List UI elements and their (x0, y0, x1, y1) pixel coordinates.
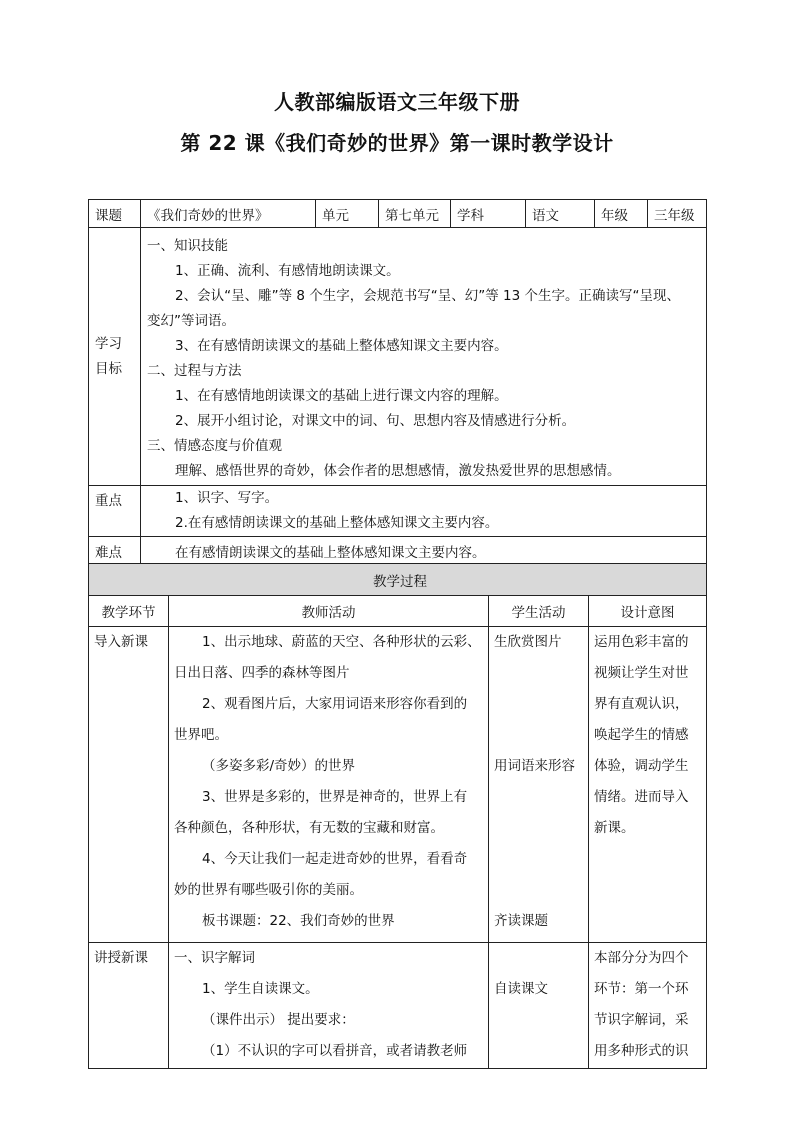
key-points-row (89, 486, 707, 537)
intro-row (89, 627, 707, 943)
teacher-line: 板书课题：22、我们奇妙的世界 (202, 913, 395, 929)
info-row (89, 200, 707, 228)
intent-line: 节识字解词，采 (594, 1012, 689, 1028)
teacher-line: （多姿多彩/奇妙）的世界 (202, 758, 356, 774)
student-line (494, 658, 588, 689)
intent-line: 界有直观认识， (594, 696, 689, 712)
objectives-label-1: 学习 (95, 335, 122, 352)
teacher-line: 3、世界是多彩的，世界是神奇的，世界上有 (202, 789, 468, 805)
process-band-title: 教学过程 (89, 564, 707, 596)
teach-teacher (169, 943, 489, 1069)
intent-line: 用多种形式的识 (594, 1043, 689, 1059)
intent-line: 运用色彩丰富的 (594, 634, 689, 650)
teacher-line: 1、学生自读课文。 (202, 981, 319, 997)
objective-line: 1、在有感情地朗读课文的基础上进行课文内容的理解。 (175, 387, 508, 404)
teacher-line: 世界吧。 (174, 727, 228, 743)
student-line: 自读课文 (494, 981, 548, 997)
difficulty-row (89, 537, 707, 565)
student-line: 用词语来形容 (494, 758, 575, 774)
teacher-line: 各种颜色，各种形状，有无数的宝藏和财富。 (174, 820, 444, 836)
objectives-content (141, 228, 707, 486)
student-line (494, 782, 588, 813)
key-point-line: 1、识字、写字。 (175, 490, 279, 506)
header-teacher: 教师活动 (169, 596, 489, 627)
student-line: 齐读课题 (494, 913, 548, 929)
objective-line: 1、正确、流利、有感情地朗读课文。 (175, 262, 400, 279)
intent-line: 唤起学生的情感 (594, 727, 689, 743)
document-subtitle: 第 22 课《我们奇妙的世界》第一课时教学设计 (180, 131, 614, 155)
teach-student (489, 943, 589, 1069)
difficulty-content (141, 537, 707, 565)
subject-label: 学科 (451, 200, 526, 228)
intent-line: 本部分分为四个 (594, 950, 689, 966)
intent-line: 视频让学生对世 (594, 665, 689, 681)
student-line (494, 1036, 588, 1067)
lesson-info-table (88, 199, 707, 565)
header-student: 学生活动 (489, 596, 589, 627)
objectives-row (89, 228, 707, 486)
difficulty-label: 难点 (89, 537, 141, 565)
process-band-row (89, 564, 707, 596)
teacher-line: 4、今天让我们一起走进奇妙的世界，看看奇 (202, 851, 468, 867)
teacher-line: 一、识字解词 (174, 950, 255, 966)
key-points-content (141, 486, 707, 537)
teacher-line: 妙的世界有哪些吸引你的美丽。 (174, 882, 363, 898)
student-line (494, 844, 588, 875)
student-line (494, 875, 588, 906)
unit-value: 第七单元 (379, 200, 451, 228)
objective-line: 3、在有感情朗读课文的基础上整体感知课文主要内容。 (175, 337, 508, 354)
student-line (494, 943, 588, 974)
student-line (494, 689, 588, 720)
objectives-label (89, 228, 141, 486)
intent-line: 新课。 (594, 820, 635, 836)
intro-student (489, 627, 589, 943)
teaching-process-table (88, 563, 707, 1069)
intro-stage-label: 导入新课 (94, 634, 148, 650)
key-point-line: 2.在有感情朗读课文的基础上整体感知课文主要内容。 (175, 515, 499, 531)
objective-line: 三、情感态度与价值观 (147, 437, 282, 454)
objective-line: 2、会认“呈、雕”等 8 个生字，会规范书写“呈、幻”等 13 个生字。正确读写“呈现、 (175, 287, 680, 304)
difficulty-text: 在有感情朗读课文的基础上整体感知课文主要内容。 (175, 544, 486, 561)
objective-line: 2、展开小组讨论，对课文中的词、句、思想内容及情感进行分析。 (175, 412, 576, 429)
objective-line: 变幻”等词语。 (147, 312, 235, 329)
student-line (494, 813, 588, 844)
course-label: 课题 (89, 200, 141, 228)
teach-intent (589, 943, 707, 1069)
unit-label: 单元 (316, 200, 379, 228)
header-stage: 教学环节 (89, 596, 169, 627)
grade-label: 年级 (595, 200, 648, 228)
teach-row (89, 943, 707, 1069)
teacher-line: 2、观看图片后，大家用词语来形容你看到的 (202, 696, 468, 712)
grade-value: 三年级 (648, 200, 707, 228)
intro-teacher (169, 627, 489, 943)
teacher-line: 日出日落、四季的森林等图片 (174, 665, 350, 681)
document-title: 人教部编版语文三年级下册 (274, 90, 520, 114)
process-header-row (89, 596, 707, 627)
course-value: 《我们奇妙的世界》 (141, 200, 316, 228)
objective-line: 二、过程与方法 (147, 362, 242, 379)
teacher-line: 1、出示地球、蔚蓝的天空、各种形状的云彩、 (202, 634, 481, 650)
teacher-line: （课件出示） 提出要求： (202, 1012, 355, 1028)
intent-line: 情绪。进而导入 (594, 789, 689, 805)
intro-intent (589, 627, 707, 943)
key-points-label: 重点 (89, 486, 141, 537)
objective-line: 理解、感悟世界的奇妙，体会作者的思想感情，激发热爱世界的思想感情。 (175, 462, 621, 479)
intro-stage (89, 627, 169, 943)
teacher-line: （1）不认识的字可以看拼音，或者请教老师 (202, 1043, 468, 1059)
teach-stage (89, 943, 169, 1069)
teach-stage-label: 讲授新课 (94, 950, 148, 966)
student-line (494, 1005, 588, 1036)
objectives-label-2: 目标 (95, 360, 122, 377)
student-line: 生欣赏图片 (494, 634, 562, 650)
intent-line: 环节：第一个环 (594, 981, 689, 997)
header-intent: 设计意图 (589, 596, 707, 627)
intent-line: 体验，调动学生 (594, 758, 689, 774)
objective-line: 一、知识技能 (147, 237, 228, 254)
student-line (494, 720, 588, 751)
subject-value: 语文 (526, 200, 595, 228)
